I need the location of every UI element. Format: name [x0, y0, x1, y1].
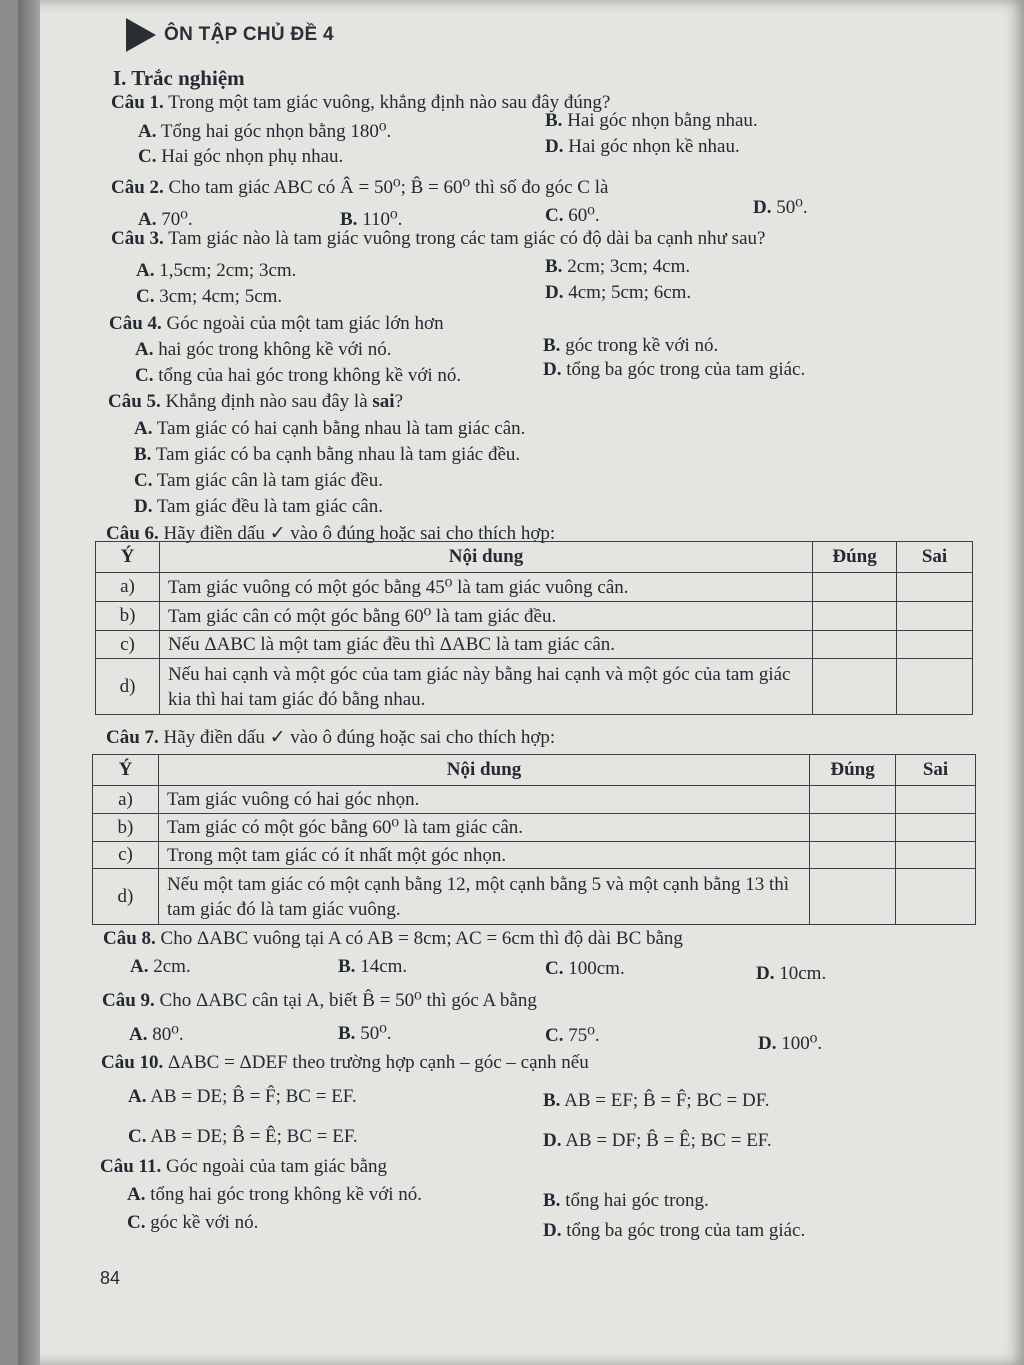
option-d: D. AB = DF; B̂ = Ê; BC = EF. [543, 1130, 772, 1151]
question-3 [111, 228, 765, 250]
option-c: C. AB = DE; B̂ = Ê; BC = EF. [128, 1126, 358, 1147]
option-b: B. góc trong kề với nó. [543, 335, 719, 356]
question-text: Cho ΔABC cân tại A, biết B̂ = 50⁰ thì góc A bằng [159, 990, 537, 1011]
table-row [93, 814, 976, 842]
option-c: C. góc kề với nó. [127, 1212, 259, 1233]
true-checkbox-cell[interactable] [813, 659, 897, 715]
question-text: Trong một tam giác vuông, khẳng định nào sau đây đúng? [168, 92, 611, 113]
false-checkbox-cell[interactable] [897, 631, 973, 659]
option-d: D. tổng ba góc trong của tam giác. [543, 359, 806, 380]
row-key: d) [93, 869, 159, 925]
question-11 [100, 1156, 387, 1178]
option-c: C. Tam giác cân là tam giác đều. [134, 470, 383, 491]
header-arrow-icon [126, 18, 156, 52]
false-checkbox-cell[interactable] [896, 869, 976, 925]
option-b: B. Hai góc nhọn bằng nhau. [545, 110, 758, 131]
section-title: I. Trắc nghiệm [113, 66, 245, 90]
table-header-row [96, 542, 973, 573]
question-label: Câu 1. [111, 92, 164, 113]
table-row [96, 659, 973, 715]
row-key: b) [96, 602, 160, 631]
row-content: Nếu hai cạnh và một góc của tam giác này bằng hai cạnh và một góc của tam giác kia thì hai tam giác đó bằng nhau. [159, 659, 812, 715]
option-a: A. 2cm. [130, 956, 191, 977]
col-header-item: Ý [93, 755, 159, 786]
option-d: D. tổng ba góc trong của tam giác. [543, 1220, 806, 1241]
question-label: Câu 6. [106, 523, 159, 544]
question-5: Câu 5. Khẳng định nào sau đây là sai? [108, 391, 404, 412]
true-checkbox-cell[interactable] [813, 573, 897, 602]
option-b: B. 14cm. [338, 956, 408, 977]
question-8 [103, 928, 683, 950]
question-label: Câu 8. [103, 928, 156, 949]
option-d: D. Tam giác đều là tam giác cân. [134, 496, 383, 517]
question-1 [111, 92, 610, 114]
option-a: A. 1,5cm; 2cm; 3cm. [136, 260, 297, 281]
row-content: Tam giác cân có một góc bằng 60⁰ là tam giác đều. [159, 602, 812, 631]
question-text: Góc ngoài của tam giác bằng [166, 1156, 388, 1177]
question-text: Hãy điền dấu ✓ vào ô đúng hoặc sai cho thích hợp: [163, 523, 556, 544]
option-d: D. 100⁰. [758, 1033, 823, 1054]
page-number: 84 [100, 1268, 121, 1288]
col-header-content: Nội dung [158, 755, 809, 786]
question-text: Tam giác nào là tam giác vuông trong các tam giác có độ dài ba cạnh như sau? [168, 228, 766, 249]
option-b: B. 50⁰. [338, 1023, 392, 1044]
option-d: D. 50⁰. [753, 197, 808, 218]
true-checkbox-cell[interactable] [810, 869, 896, 925]
option-a: A. AB = DE; B̂ = F̂; BC = EF. [128, 1086, 357, 1107]
row-key: a) [96, 573, 160, 602]
table-row [93, 786, 976, 814]
col-header-content: Nội dung [159, 542, 812, 573]
question-label: Câu 4. [109, 313, 162, 334]
page-edge [18, 0, 40, 1365]
false-checkbox-cell[interactable] [897, 573, 973, 602]
true-checkbox-cell[interactable] [810, 814, 896, 842]
option-b: B. Tam giác có ba cạnh bằng nhau là tam giác đều. [134, 444, 521, 465]
false-checkbox-cell[interactable] [897, 602, 973, 631]
option-a: A. tổng hai góc trong không kề với nó. [127, 1184, 423, 1205]
table-row [93, 842, 976, 869]
row-key: c) [93, 842, 159, 869]
question-4 [109, 313, 444, 335]
true-checkbox-cell[interactable] [813, 631, 897, 659]
false-checkbox-cell[interactable] [896, 842, 976, 869]
question-emphasis: sai [372, 391, 395, 412]
question-label: Câu 11. [100, 1156, 162, 1177]
option-c: C. 60⁰. [545, 205, 600, 226]
question-text: Hãy điền dấu ✓ vào ô đúng hoặc sai cho thích hợp: [163, 727, 556, 748]
col-header-true: Đúng [810, 755, 896, 786]
table-row [96, 602, 973, 631]
textbook-page [18, 0, 1024, 1365]
option-c: C. tổng của hai góc trong không kề với nó. [135, 365, 462, 386]
option-a: A. Tổng hai góc nhọn bằng 180⁰. [138, 121, 392, 142]
option-d: D. 10cm. [756, 963, 827, 984]
row-content: Tam giác vuông có một góc bằng 45⁰ là tam giác vuông cân. [159, 573, 812, 602]
true-checkbox-cell[interactable] [810, 786, 896, 814]
question-9 [102, 989, 537, 1012]
question-label: Câu 3. [111, 228, 164, 249]
true-checkbox-cell[interactable] [813, 602, 897, 631]
option-c: C. 100cm. [545, 958, 625, 979]
row-content: Nếu một tam giác có một cạnh bằng 12, một cạnh bằng 5 và một cạnh bằng 13 thì tam giác đó là tam giác vuông. [158, 869, 809, 925]
question-text: ΔABC = ΔDEF theo trường hợp cạnh – góc – cạnh nếu [168, 1052, 589, 1073]
question-label: Câu 5. [108, 391, 161, 412]
option-a: A. hai góc trong không kề với nó. [135, 339, 392, 360]
chapter-header [126, 18, 334, 52]
question-7 [106, 726, 555, 749]
row-key: c) [96, 631, 160, 659]
question-label: Câu 2. [111, 177, 164, 198]
question-label: Câu 7. [106, 727, 159, 748]
option-a: A. 80⁰. [129, 1024, 184, 1045]
table-header-row [93, 755, 976, 786]
option-d: D. 4cm; 5cm; 6cm. [545, 282, 692, 303]
true-false-table-7 [92, 754, 976, 925]
question-text: Cho ΔABC vuông tại A có AB = 8cm; AC = 6cm thì độ dài BC bằng [160, 928, 683, 949]
col-header-false: Sai [897, 542, 973, 573]
row-content: Trong một tam giác có ít nhất một góc nhọn. [158, 842, 809, 869]
option-a: A. 70⁰. [138, 209, 193, 230]
question-10 [101, 1052, 589, 1074]
chapter-title: ÔN TẬP CHỦ ĐỀ 4 [164, 24, 334, 45]
row-content: Tam giác vuông có hai góc nhọn. [158, 786, 809, 814]
false-checkbox-cell[interactable] [896, 814, 976, 842]
col-header-true: Đúng [813, 542, 897, 573]
col-header-item: Ý [96, 542, 160, 573]
table-row [96, 573, 973, 602]
option-c: C. 75⁰. [545, 1025, 600, 1046]
option-a: A. Tam giác có hai cạnh bằng nhau là tam giác cân. [134, 418, 526, 439]
option-b: B. AB = EF; B̂ = F̂; BC = DF. [543, 1090, 770, 1111]
option-c: C. Hai góc nhọn phụ nhau. [138, 146, 344, 167]
row-key: a) [93, 786, 159, 814]
row-content: Tam giác có một góc bằng 60⁰ là tam giác cân. [158, 814, 809, 842]
option-c: C. 3cm; 4cm; 5cm. [136, 286, 283, 307]
false-checkbox-cell[interactable] [897, 659, 973, 715]
option-d: D. Hai góc nhọn kề nhau. [545, 136, 740, 157]
question-text: Góc ngoài của một tam giác lớn hơn [166, 313, 444, 334]
table-row [93, 869, 976, 925]
question-label: Câu 10. [101, 1052, 164, 1073]
option-b: B. 110⁰. [340, 209, 403, 230]
question-label: Câu 9. [102, 990, 155, 1011]
row-key: b) [93, 814, 159, 842]
question-2 [111, 176, 608, 199]
question-text: Khẳng định nào sau đây là [165, 391, 368, 412]
row-key: d) [96, 659, 160, 715]
col-header-false: Sai [896, 755, 976, 786]
row-content: Nếu ΔABC là một tam giác đều thì ΔABC là tam giác cân. [159, 631, 812, 659]
true-checkbox-cell[interactable] [810, 842, 896, 869]
question-text: Cho tam giác ABC có Â = 50⁰; B̂ = 60⁰ thì số đo góc C là [168, 177, 609, 198]
false-checkbox-cell[interactable] [896, 786, 976, 814]
true-false-table-6 [95, 541, 973, 715]
option-b: B. tổng hai góc trong. [543, 1190, 709, 1211]
table-row [96, 631, 973, 659]
option-b: B. 2cm; 3cm; 4cm. [545, 256, 691, 277]
